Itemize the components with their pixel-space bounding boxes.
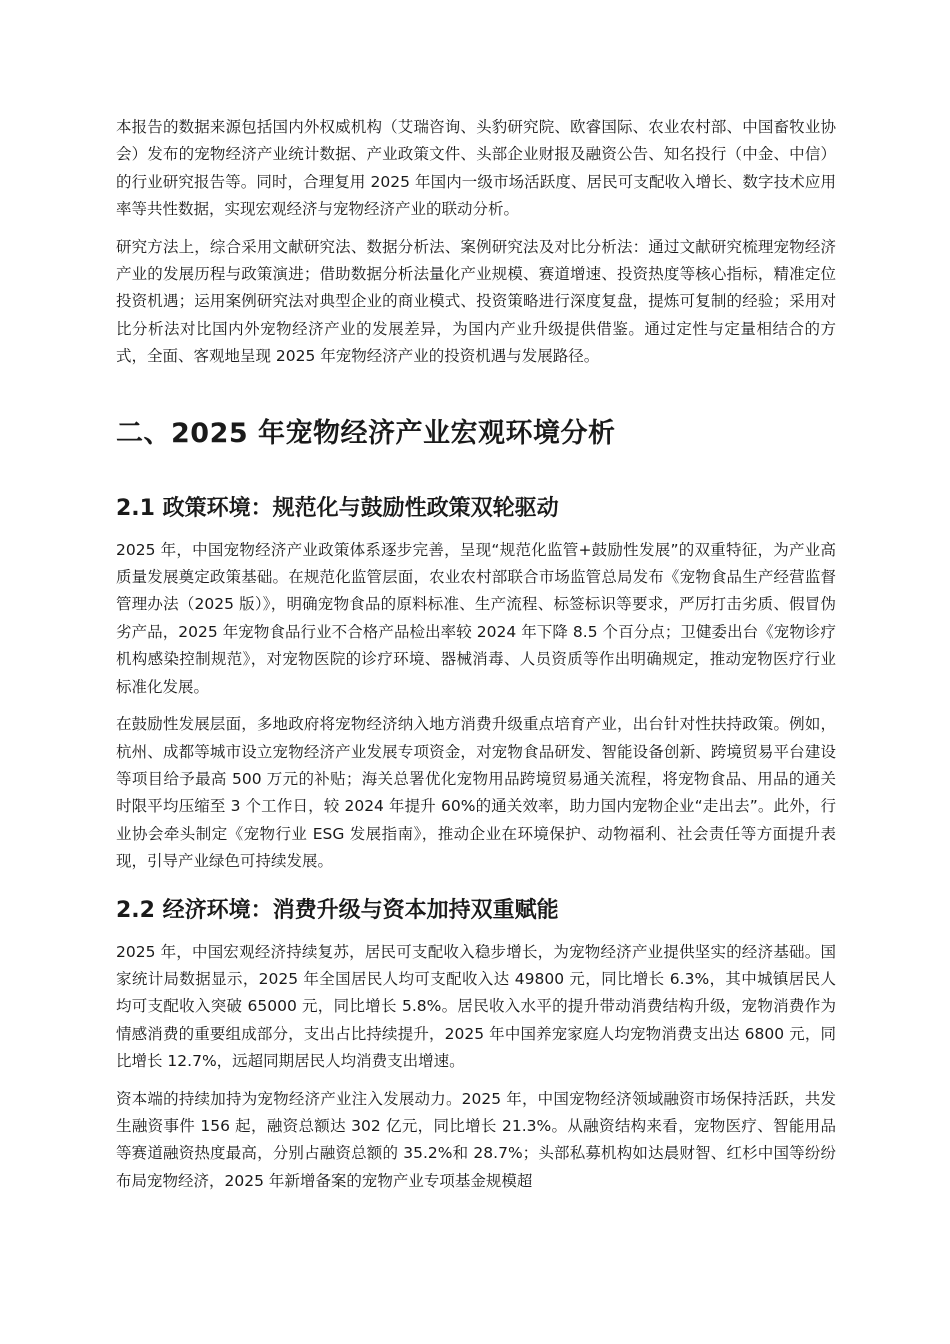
intro-paragraph-data-sources: 本报告的数据来源包括国内外权威机构（艾瑞咨询、头豹研究院、欧睿国际、农业农村部、中国畜牧业协会）发布的宠物经济产业统计数据、产业政策文件、头部企业财报及融资公告、知名投行（中金、中信）的行业研究报告等。同时，合理复用 2025 年国内一级市场活跃度、居民可支配收入增长、数字技术应用率等共性数据，实现宏观经济与宠物经济产业的联动分析。 — [116, 118, 836, 219]
section-heading-policy-environment: 2.1 政策环境：规范化与鼓励性政策双轮驱动 — [116, 495, 559, 521]
intro-paragraph-research-methods: 研究方法上，综合采用文献研究法、数据分析法、案例研究法及对比分析法：通过文献研究梳理宠物经济产业的发展历程与政策演进；借助数据分析法量化产业规模、赛道增速、投资热度等核心指标，精准定位投资机遇；运用案例研究法对典型企业的商业模式、投资策略进行深度复盘，提炼可复制的经验；采用对比分析法对比国内外宠物经济产业的发展差异，为国内产业升级提供借鉴。通过定性与定量相结合的方式，全面、客观地呈现 2025 年宠物经济产业的投资机遇与发展路径。 — [116, 237, 836, 366]
section-heading-economic-environment: 2.2 经济环境：消费升级与资本加持双重赋能 — [116, 897, 559, 923]
chapter-heading: 二、2025 年宠物经济产业宏观环境分析 — [116, 417, 616, 449]
economy-paragraph-capital: 资本端的持续加持为宠物经济产业注入发展动力。2025 年，中国宠物经济领域融资市场保持活跃，共发生融资事件 156 起，融资总额达 302 亿元，同比增长 21.3%。从融资结构来看，宠物医疗、智能用品等赛道融资热度最高，分别占融资总额的 35.2%和 28.7%；头部私募机构如达晨财智、红杉中国等纷纷布局宠物经济，2025 年新增备案的宠物产业专项基金规模超 — [116, 1089, 836, 1190]
economy-paragraph-income: 2025 年，中国宏观经济持续复苏，居民可支配收入稳步增长，为宠物经济产业提供坚实的经济基础。国家统计局数据显示，2025 年全国居民人均可支配收入达 49800 元，同比增长 6.3%，其中城镇居民人均可支配收入突破 65000 元，同比增长 5.8%。居民收入水平的提升带动消费结构升级，宠物消费作为情感消费的重要组成部分，支出占比持续提升，2025 年中国养宠家庭人均宠物消费支出达 6800 元，同比增长 12.7%，远超同期居民人均消费支出增速。 — [116, 942, 836, 1071]
document-page — [116, 114, 836, 1195]
policy-paragraph-encouragement: 在鼓励性发展层面，多地政府将宠物经济纳入地方消费升级重点培育产业，出台针对性扶持政策。例如，杭州、成都等城市设立宠物经济产业发展专项资金，对宠物食品研发、智能设备创新、跨境贸易平台建设等项目给予最高 500 万元的补贴；海关总署优化宠物用品跨境贸易通关流程，将宠物食品、用品的通关时限平均压缩至 3 个工作日，较 2024 年提升 60%的通关效率，助力国内宠物企业“走出去”。此外，行业协会牵头制定《宠物行业 ESG 发展指南》，推动企业在环境保护、动物福利、社会责任等方面提升表现，引导产业绿色可持续发展。 — [116, 715, 836, 871]
policy-paragraph-regulation: 2025 年，中国宠物经济产业政策体系逐步完善，呈现“规范化监管+鼓励性发展”的双重特征，为产业高质量发展奠定政策基础。在规范化监管层面，农业农村部联合市场监管总局发布《宠物食品生产经营监督管理办法（2025 版）》，明确宠物食品的原料标准、生产流程、标签标识等要求，严厉打击劣质、假冒伪劣产品，2025 年宠物食品行业不合格产品检出率较 2024 年下降 8.5 个百分点；卫健委出台《宠物诊疗机构感染控制规范》，对宠物医院的诊疗环境、器械消毒、人员资质等作出明确规定，推动宠物医疗行业标准化发展。 — [116, 540, 836, 696]
